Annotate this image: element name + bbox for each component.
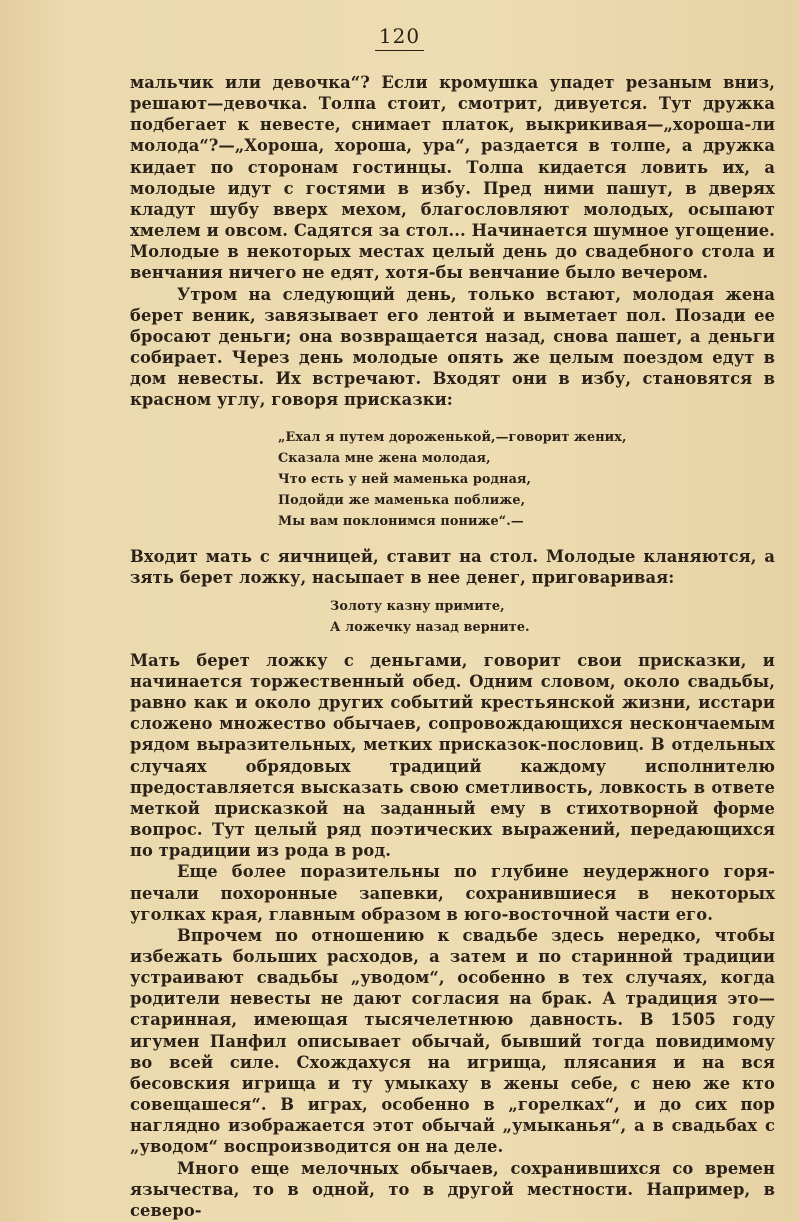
- paragraph-4: Мать берет ложку с деньгами, говорит свои присказки, и начинается торжественный обед. Одним словом, около свадьбы, равно как и около других событий крестьянской жизни, исстари сложено множество обычаев, сопровождающихся нескончаемым рядом выразительных, метких присказок-пословиц. В отдельных случаях обрядовых традиций каждому исполнителю предоставляется высказать свою сметливость, ловкость в ответе меткой присказкой на заданный ему в стихотворной форме вопрос. Тут целый ряд поэтических выражений, передающихся по традиции из рода в род.: [130, 650, 775, 861]
- paragraph-1: мальчик или девочка“? Если кромушка упадет резаным вниз, решают—девочка. Толпа стоит, смотрит, дивуется. Тут дружка подбегает к невесте, снимает платок, выкрикивая—„хороша-ли молода“?—„Хороша, хороша, ура“, раздается в толпе, а дружка кидает по сторонам гостинцы. Толпа кидается ловить их, а молодые идут с гостями в избу. Пред ними пашут, в дверях кладут шубу вверх мехом, благословляют молодых, осыпают хмелем и овсом. Садятся за стол... Начинается шумное угощение. Молодые в некоторых местах целый день до свадебного стола и венчания ничего не едят, хотя-бы венчание было вечером.: [130, 73, 775, 283]
- paragraph-5: Еще более поразительны по глубине неудержного горя-печали похоронные запевки, сохранившиеся в некоторых уголках края, главным образом в юго-восточной части его.: [130, 862, 775, 924]
- paragraph-3: Входит мать с яичницей, ставит на стол. Молодые кланяются, а зять берет ложку, насыпает в нее денег, приговаривая:: [130, 546, 775, 587]
- verse-groom: [278, 427, 775, 532]
- verse-line: Подойди же маменька поближе,: [278, 492, 526, 508]
- verse-line: Золоту казну примите,: [330, 598, 505, 614]
- page-text: [130, 72, 775, 1221]
- verse-line: А ложечку назад верните.: [330, 619, 530, 635]
- verse-son-in-law: [330, 596, 775, 638]
- verse-line: Что есть у ней маменька родная,: [278, 471, 532, 487]
- paragraph-6: Впрочем по отношению к свадьбе здесь нередко, чтобы избежать больших расходов, а затем и по старинной традиции устраивают свадьбы „уводом“, особенно в тех случаях, когда родители невесты не дают согласия на брак. А традиция это—старинная, имеющая тысячелетнюю давность. В 1505 году игумен Панфил описывает обычай, бывший тогда повидимому во всей силе. Схождахуся на игрища, плясания и на вся бесовския игрища и ту умыкаху в жены себе, с нею же кто совещашеся“. В играх, особенно в „горелках“, и до сих пор наглядно изображается этот обычай „умыканья“, а в свадьбах с „уводом“ воспроизводится он на деле.: [130, 925, 775, 1157]
- paragraph-2: Утром на следующий день, только встают, молодая жена берет веник, завязывает его лентой и выметает пол. Позади ее бросают деньги; она возвращается назад, снова пашет, а деньги собирает. Через день молодые опять же целым поездом едут в дом невесты. Их встречают. Входят они в избу, становятся в красном углу, говоря присказки:: [130, 284, 775, 410]
- verse-line: Мы вам поклонимся пониже“.—: [278, 513, 524, 529]
- verse-line: Сказала мне жена молодая,: [278, 450, 491, 466]
- verse-line: „Ехал я путем дороженькой,—говорит жених,: [278, 429, 627, 445]
- paragraph-7: Много еще мелочных обычаев, сохранившихся со времен язычества, то в одной, то в другой местности. Например, в северо-: [130, 1158, 775, 1220]
- page-number: 120: [0, 24, 799, 51]
